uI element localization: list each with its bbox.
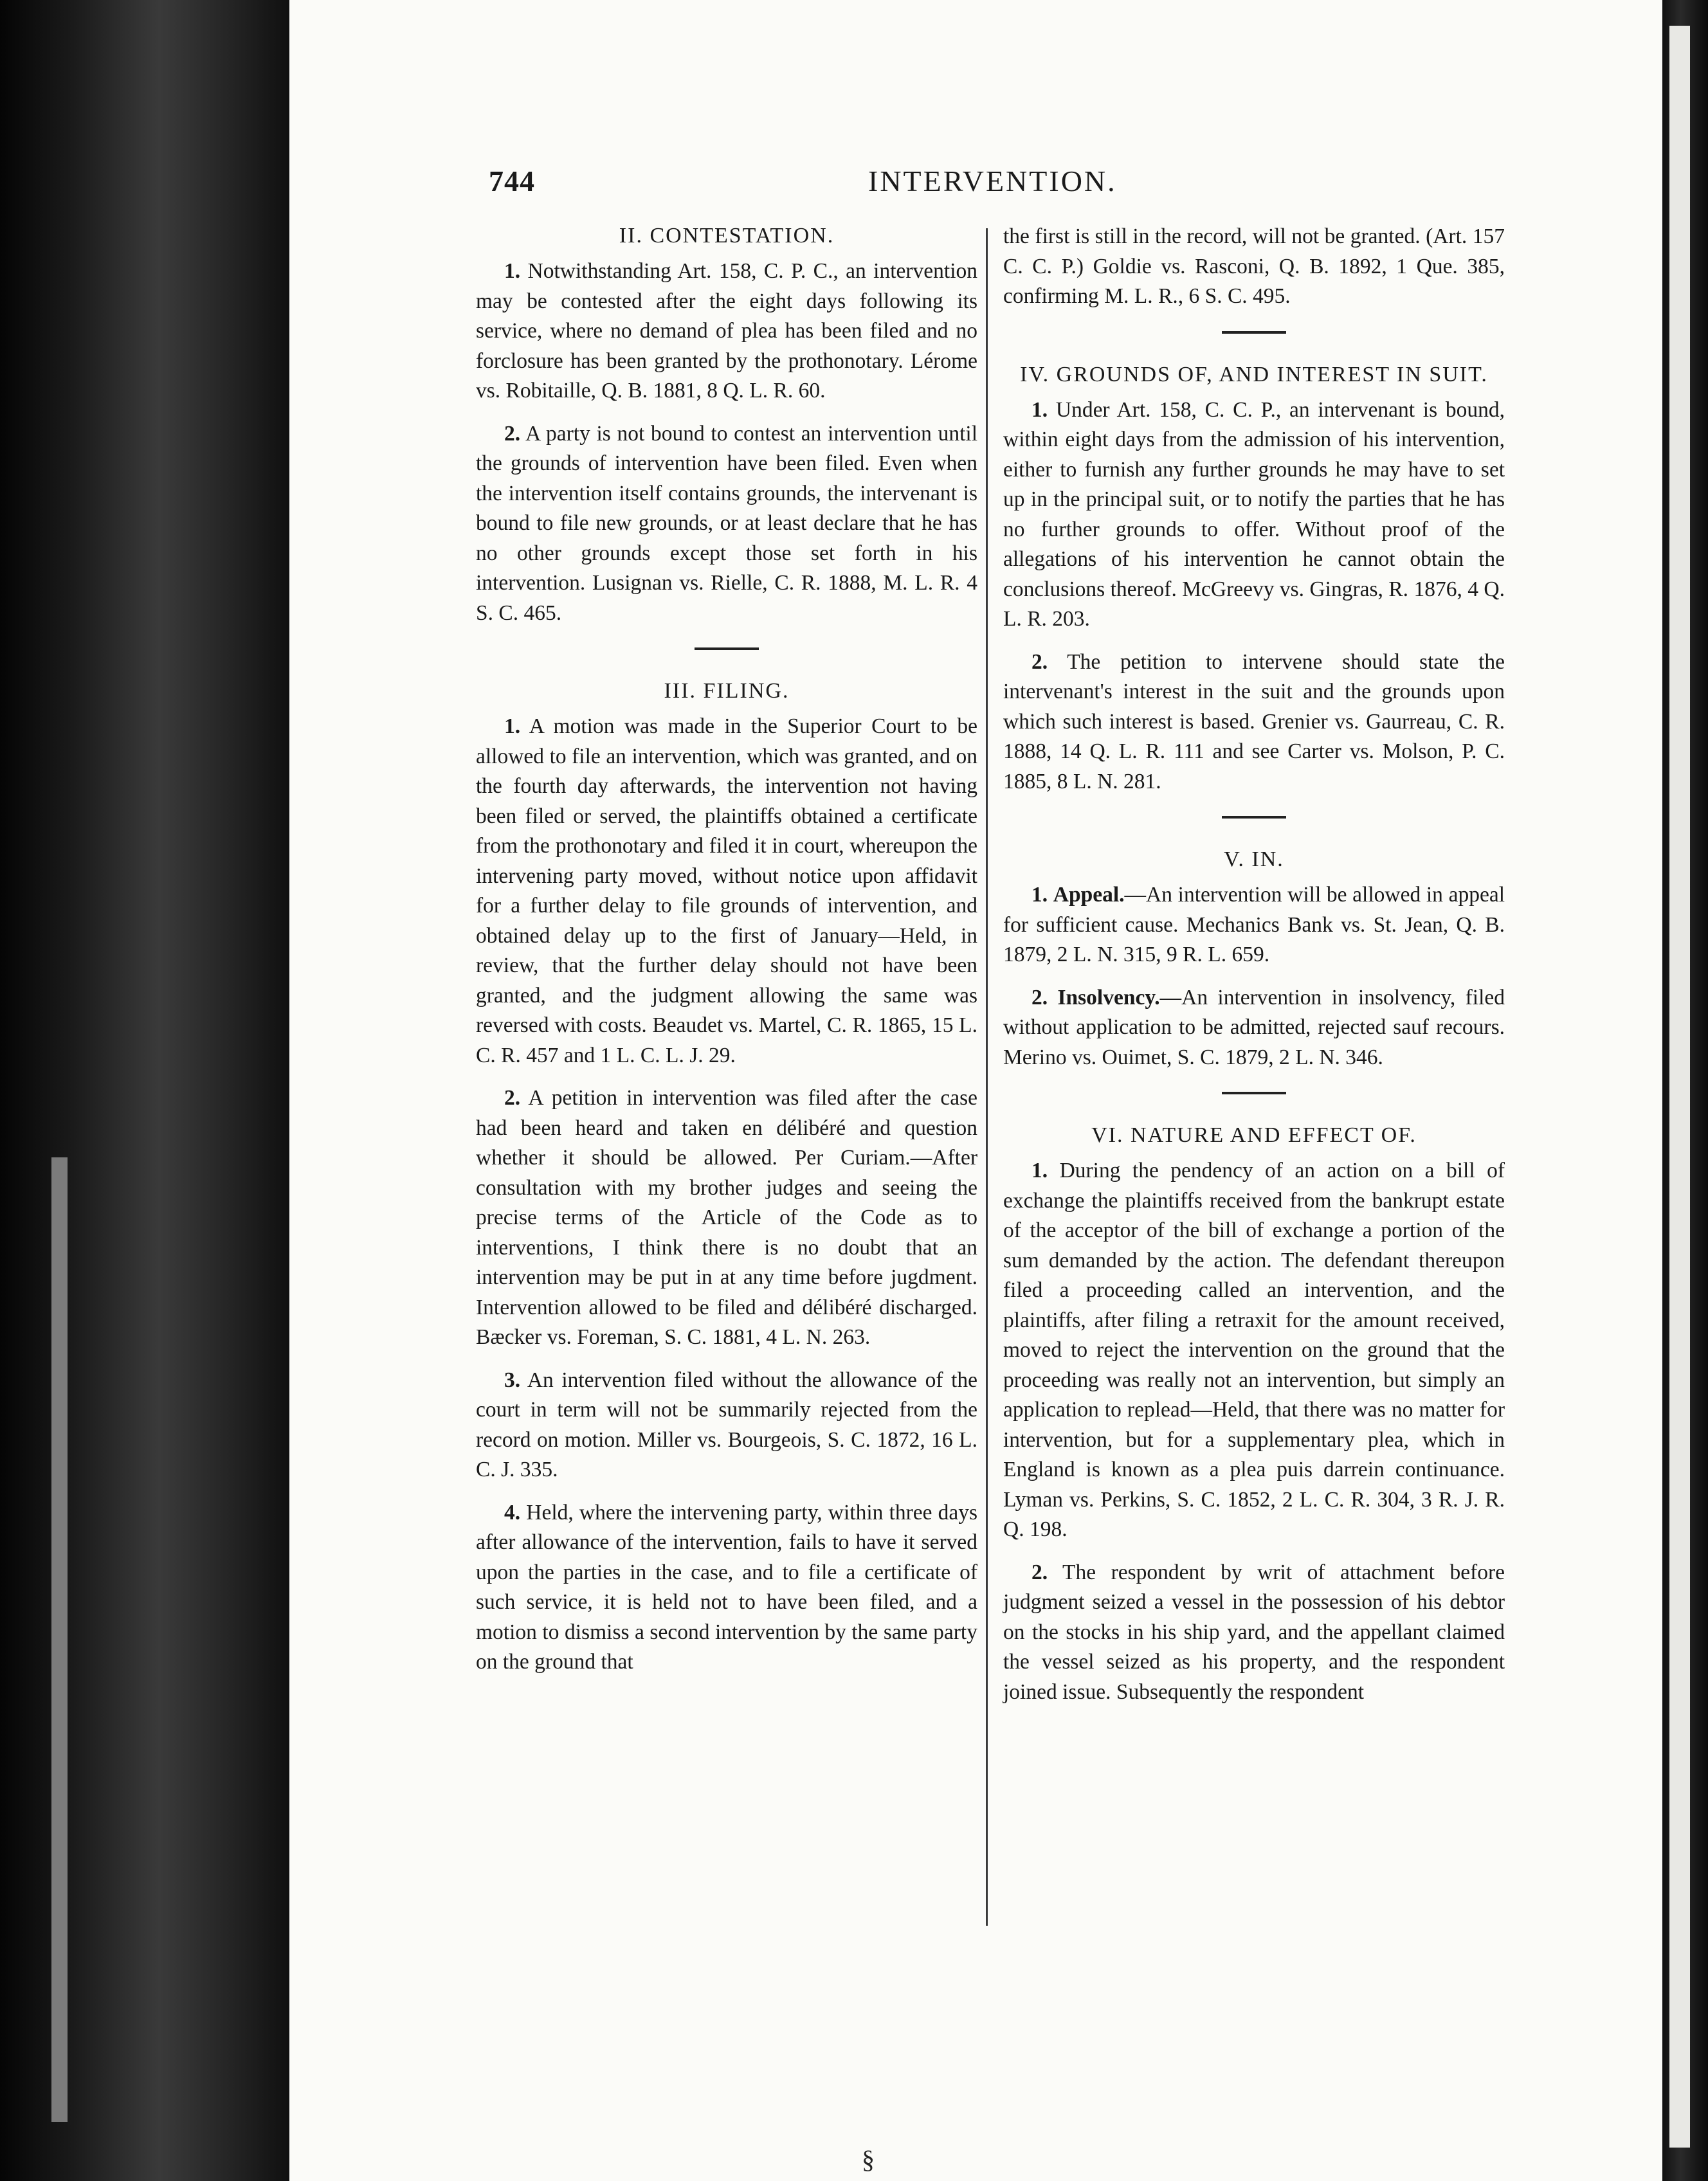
paragraph-number: 1. (504, 259, 521, 283)
continued-paragraph (1003, 222, 1505, 312)
paragraph (476, 1498, 977, 1678)
section-divider (695, 647, 759, 650)
left-column (476, 222, 977, 1690)
paragraph (1003, 983, 1505, 1073)
paragraph-number: 4. (504, 1500, 521, 1525)
paragraph-number: 1. (1031, 1159, 1048, 1182)
paragraph (476, 712, 977, 1071)
paragraph (1003, 395, 1505, 635)
paragraph-text: The petition to intervene should state the intervenant's interest in the suit and the grounds upon which such interest is based. Grenier vs. Gaurreau, C. R. 1888, 14 Q. L. R. 111 and see Carter vs. Molson, P. C. 1885, 8 L. N. 281. (1003, 649, 1505, 793)
footer-mark: § (862, 2145, 875, 2174)
paragraph-number: 2. (504, 1086, 521, 1110)
paragraph-number: 2. (1031, 985, 1048, 1009)
paragraph-number: 1. (1031, 883, 1048, 907)
running-head: INTERVENTION. (868, 165, 1117, 197)
section-divider (1222, 331, 1286, 334)
section-heading-filing: III. FILING. (664, 679, 790, 703)
right-column (1003, 222, 1505, 1720)
paragraph-text: Held, where the intervening party, within three days after allowance of the intervention, fails to have it served upon the parties in the case, and to file a certificate of such service, it is held not to have been filed, and a motion to dismiss a second intervention by the same party on the ground that (476, 1500, 978, 1674)
section-heading-grounds: IV. GROUNDS OF, AND INTEREST IN SUIT. (1020, 362, 1488, 386)
paragraph-text: —An intervention will be allowed in appeal for sufficient cause. Mechanics Bank vs. St. Jean, Q. B. 1879, 2 L. N. 315, 9 R. L. 659. (1003, 883, 1505, 966)
paragraph-text: Under Art. 158, C. C. P., an intervenant is bound, within eight days from the admission of his intervention, either to furnish any further grounds he may have to set up in the principal suit, or to notify the parties that he has no further grounds to offer. Without proof of the allegations of his intervention he cannot obtain the conclusions thereof. McGreevy vs. Gingras, R. 1876, 4 Q. L. R. 203. (1003, 397, 1505, 631)
paragraph (1003, 647, 1505, 797)
paragraph-text: A petition in intervention was filed after the case had been heard and taken en délibéré and question whether it should be allowed. Per Curiam.—After consultation with my brother judges and seeing the precise terms of the Article of the Code as to interventions, I think there is no doubt that an intervention may be put in at any time before jugdment. Intervention allowed to be filed and délibéré discharged. Bæcker vs. Foreman, S. C. 1881, 4 L. N. 263. (476, 1086, 977, 1349)
paragraph (476, 1366, 977, 1485)
paragraph-text: Notwithstanding Art. 158, C. P. C., an intervention may be contested after the eight days following its service, where no demand of plea has been filed and no forclosure has been granted by the prothonotary. Lérome vs. Robitaille, Q. B. 1881, 8 Q. L. R. 60. (476, 259, 978, 403)
section-heading-in: V. IN. (1224, 847, 1284, 871)
paragraph (1003, 1558, 1505, 1708)
section-divider (1222, 1092, 1286, 1094)
book-binding-edge (0, 0, 289, 2181)
paragraph (476, 419, 977, 629)
paragraph-text: the first is still in the record, will not be granted. (Art. 157 C. C. P.) Goldie vs. Rasconi, Q. B. 1892, 1 Que. 385, confirming M. L. R., 6 S. C. 495. (1003, 224, 1505, 308)
paragraph (476, 257, 977, 406)
section-divider (1222, 816, 1286, 819)
page-number: 744 (489, 165, 535, 197)
paragraph-number: 1. (504, 714, 521, 738)
paragraph-text: During the pendency of an action on a bill of exchange the plaintiffs received from the bankrupt estate of the acceptor of the bill of exchange a portion of the sum demanded by the action. The defendant thereupon filed a proceeding called an intervention, and the plaintiffs, after filing a retraxit for the amount received, moved to reject the intervention on the ground that the proceeding was really not an intervention, but simply an application to replead—Held, that there was no matter for intervention, but for a supplementary plea, which in England is known as a plea puis darrein continuance. Lyman vs. Perkins, S. C. 1852, 2 L. C. R. 304, 3 R. J. R. Q. 198. (1003, 1159, 1505, 1541)
page-header (489, 164, 1505, 203)
binding-light-streak (51, 1157, 68, 2122)
paragraph-number: 2. (1031, 649, 1048, 674)
paragraph-text: —An intervention in insolvency, filed without application to be admitted, rejected sauf recours. Merino vs. Ouimet, S. C. 1879, 2 L. N. 346. (1003, 985, 1505, 1069)
paragraph-text: A motion was made in the Superior Court to be allowed to file an intervention, which was granted, and on the fourth day afterwards, the intervention not having been filed or served, the plaintiffs obtained a certificate from the prothonotary and filed it in court, whereupon the intervening party moved, without notice upon affidavit for a further delay to file grounds of intervention, and obtained delay up to the first of January—Held, in review, that the further delay should not have been granted, and the judgment allowing the same was reversed with costs. Beaudet vs. Martel, C. R. 1865, 15 L. C. R. 457 and 1 L. C. L. J. 29. (476, 714, 978, 1067)
paragraph-number: 2. (1031, 1560, 1048, 1584)
paragraph (1003, 880, 1505, 970)
paragraph-text: An intervention filed without the allowance of the court in term will not be summarily rejected from the record on motion. Miller vs. Bourgeois, S. C. 1872, 16 L. C. J. 335. (476, 1368, 977, 1481)
column-divider (986, 228, 988, 1926)
paragraph-number: 1. (1031, 397, 1048, 422)
section-heading-contestation: II. CONTESTATION. (619, 224, 835, 248)
paragraph-text: A party is not bound to contest an intervention until the grounds of intervention have been filed. Even when the intervention itself contains grounds, the intervenant is bound to file new grounds, or at least declare that he has no other grounds except those set forth in his intervention. Lusignan vs. Rielle, C. R. 1888, M. L. R. 4 S. C. 465. (476, 421, 977, 625)
paragraph-text: The respondent by writ of attachment before judgment seized a vessel in the possession of his debtor on the stocks in his ship yard, and the appellant claimed the vessel seized as his property, and the respondent joined issue. Subsequently the respondent (1003, 1560, 1505, 1704)
adjacent-page-strip (1669, 26, 1690, 2148)
paragraph (476, 1083, 977, 1353)
subsection-title-appeal: Appeal. (1053, 883, 1125, 907)
paragraph (1003, 1156, 1505, 1545)
section-heading-nature: VI. NATURE AND EFFECT OF. (1091, 1123, 1417, 1147)
paragraph-number: 2. (504, 421, 521, 446)
paragraph-number: 3. (504, 1368, 521, 1392)
subsection-title-insolvency: Insolvency. (1057, 985, 1160, 1009)
